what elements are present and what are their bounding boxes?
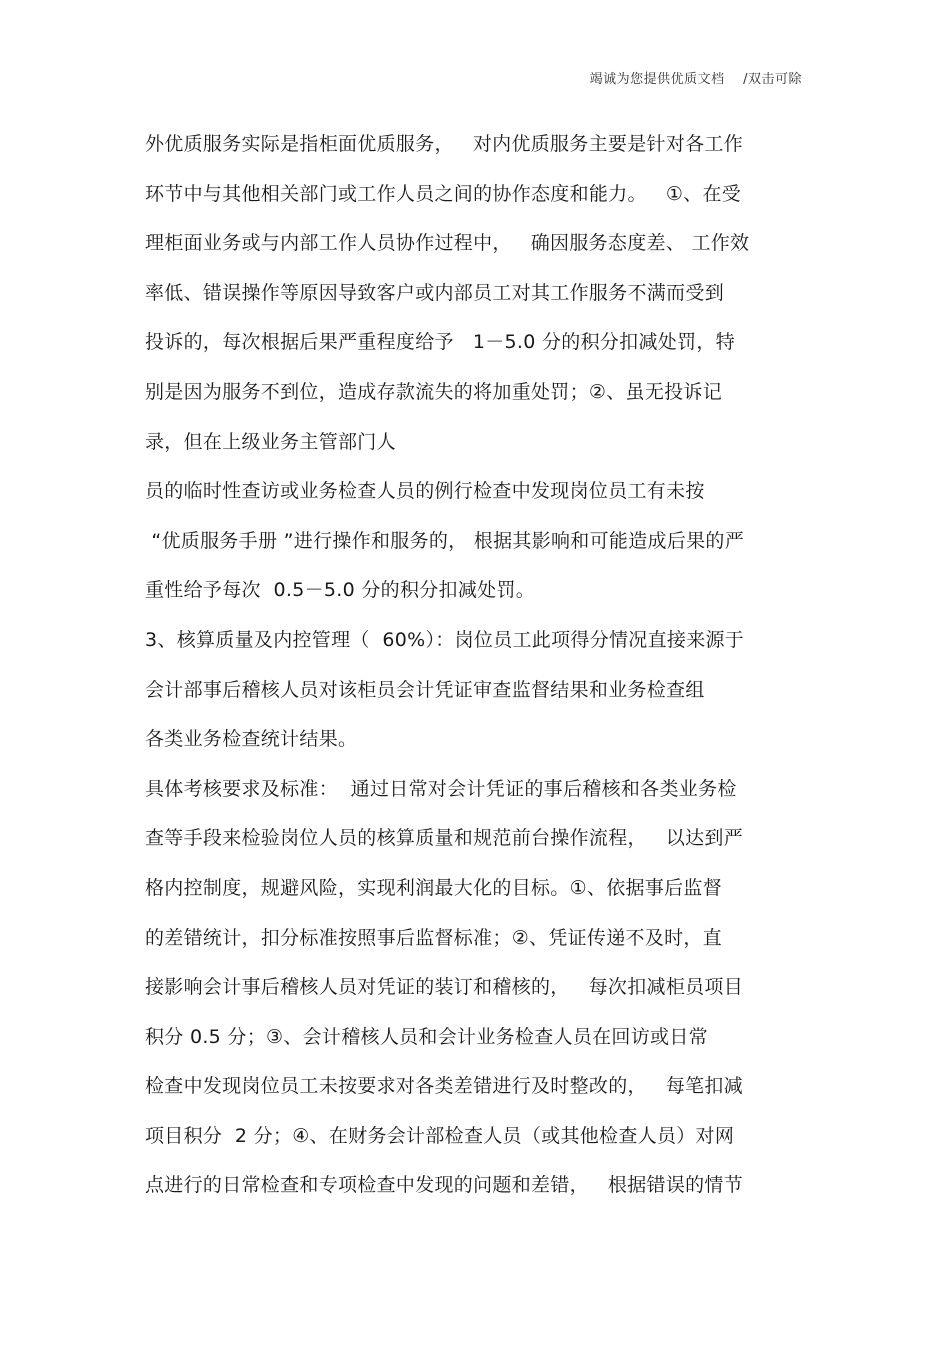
text-line-13: 各类业务检查统计结果。 — [145, 728, 358, 751]
text-line-1: 外优质服务实际是指柜面优质服务， 对内优质服务主要是针对各工作 — [145, 133, 744, 155]
text-line-20: 检查中发现岗位员工未按要求对各类差错进行及时整改的， 每笔扣减 — [145, 1075, 744, 1098]
text-line-5: 投诉的，每次根据后果严重程度给予 1－5.0 分的积分扣减处罚，特 — [145, 331, 735, 354]
text-line-12: 会计部事后稽核人员对该柜员会计凭证审查监督结果和业务检查组 — [145, 678, 705, 701]
text-line-10: 重性给予每次 0.5－5.0 分的积分扣减处罚。 — [145, 579, 536, 602]
text-line-16: 格内控制度，规避风险，实现利润最大化的目标。①、依据事后监督 — [145, 876, 723, 899]
text-line-14: 具体考核要求及标准： 通过日常对会计凭证的事后稽核和各类业务检 — [145, 777, 737, 800]
text-line-7: 录，但在上级业务主管部门人 — [145, 430, 396, 453]
text-line-18: 接影响会计事后稽核人员对凭证的装订和稽核的， 每次扣减柜员项目 — [145, 976, 744, 999]
text-line-4: 率低、错误操作等原因导致客户或内部员工对其工作服务不满而受到 — [145, 281, 725, 304]
text-line-21: 项目积分 2 分；④、在财务会计部检查人员（或其他检查人员）对网 — [145, 1124, 735, 1147]
text-line-3: 理柜面业务或与内部工作人员协作过程中， 确因服务态度差、 工作效 — [145, 232, 750, 255]
text-line-15: 查等手段来检验岗位人员的核算质量和规范前台操作流程， 以达到严 — [145, 827, 744, 850]
header-note: 竭诚为您提供优质文档 /双击可除 — [589, 72, 802, 87]
text-line-19: 积分 0.5 分；③、会计稽核人员和会计业务检查人员在回访或日常 — [145, 1025, 708, 1048]
body-text — [145, 120, 825, 1211]
text-line-2: 环节中与其他相关部门或工作人员之间的协作态度和能力。 ①、在受 — [145, 182, 742, 205]
text-line-9: “优质服务手册 ”进行操作和服务的， 根据其影响和可能造成后果的严 — [145, 529, 745, 552]
text-line-8: 员的临时性查访或业务检查人员的例行检查中发现岗位员工有未按 — [145, 480, 705, 503]
text-line-11: 3、核算质量及内控管理（ 60%）：岗位员工此项得分情况直接来源于 — [145, 628, 745, 651]
text-line-6: 别是因为服务不到位，造成存款流失的将加重处罚；②、虽无投诉记 — [145, 380, 723, 403]
text-line-17: 的差错统计，扣分标准按照事后监督标准；②、凭证传递不及时，直 — [145, 926, 723, 949]
text-line-22: 点进行的日常检查和专项检查中发现的问题和差错， 根据错误的情节 — [145, 1174, 744, 1197]
